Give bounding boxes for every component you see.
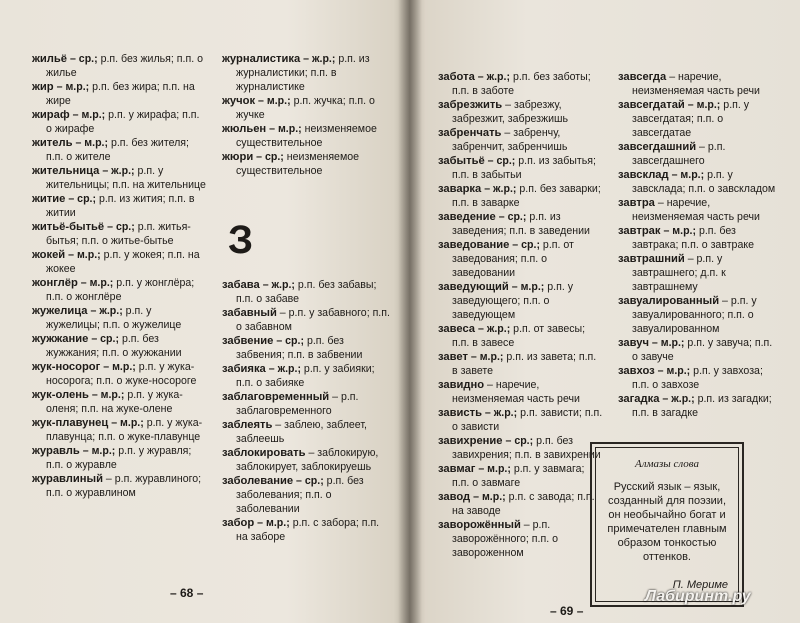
headword: завхоз [618,365,655,377]
grammar-label: – ж.р.; [477,71,510,83]
grammar-label: – м.р.; [663,225,697,237]
grammar-label: – ж.р.; [303,53,336,65]
grammar-label: – м.р.; [687,99,721,111]
dictionary-entry [438,490,604,518]
dictionary-entry [32,248,208,276]
headword: завет [438,351,468,363]
dictionary-entry [618,392,778,420]
dictionary-entry [438,238,604,280]
entry-forms: р.п. у жука-оленя; п.п. на жуке-олене [46,389,183,415]
headword: жонглёр [32,277,78,289]
entry-forms: – наречие, неизменяемая часть речи [452,379,580,405]
grammar-label: – ж.р.; [484,183,517,195]
dictionary-entry [32,304,208,332]
headword: завсегдатай [618,99,685,111]
dictionary-entry [222,94,392,122]
entry-forms: – наречие, неизменяемая часть речи [632,71,760,97]
headword: жираф [32,109,70,121]
headword: заблаговременный [222,391,330,403]
entry-forms: р.п. у забияки; п.п. о забияке [236,363,375,389]
headword: жюльен [222,123,267,135]
dictionary-entry [618,98,778,140]
grammar-label: – м.р.; [257,517,290,529]
grammar-label: – ж.р.; [477,323,511,335]
headword: загадка [618,393,660,405]
headword: завмаг [438,463,476,475]
headword: забияка [222,363,266,375]
headword: забвение [222,335,274,347]
entry-forms: р.п. у жирафа; п.п. о жирафе [46,109,200,135]
dictionary-entry [438,434,604,462]
grammar-label: – ж.р.; [484,407,518,419]
headword: журналистика [222,53,301,65]
entry-forms: р.п. из завета; п.п. в завете [452,351,597,377]
grammar-label: – ср.; [276,335,304,347]
entry-forms: р.п. из жития; п.п. в житии [46,193,195,219]
headword: жир [32,81,54,93]
quote-inner-frame [595,447,739,602]
dictionary-entry [438,462,604,490]
grammar-label: – ср.; [107,221,135,233]
grammar-label: – ср.; [512,239,540,251]
headword: забор [222,517,255,529]
dictionary-entry [222,390,392,418]
entry-forms: р.п. без жира; п.п. на жире [46,81,195,107]
grammar-label: – ср.; [505,435,534,447]
entry-forms: р.п. без жужжания; п.п. о жужжании [46,333,182,359]
dictionary-entry [438,154,604,182]
entry-forms: – забрезжу, забрезжит, забрезжишь [452,99,569,125]
entry-forms: р.п. без забавы; п.п. о забаве [236,279,377,305]
dictionary-entry [438,280,604,322]
dictionary-entry [32,388,208,416]
headword: жокей [32,249,66,261]
entry-forms: р.п. у жительницы; п.п. на жительнице [46,165,206,191]
headword: завтра [618,197,655,209]
headword: завсклад [618,169,669,181]
entry-forms: р.п. у завмага; п.п. о завмаге [452,463,585,489]
entry-forms: р.п. жучка; п.п. о жучке [236,95,375,121]
headword: заворожённый [438,519,521,531]
entry-forms: р.п. без забвения; п.п. в забвении [236,335,363,361]
dictionary-entry [32,472,208,500]
grammar-label: – м.р.; [657,365,691,377]
headword: забава [222,279,260,291]
headword: завсегдашний [618,141,697,153]
watermark: Лабиринт.ру [645,588,751,605]
dictionary-entry [438,378,604,406]
grammar-label: – м.р.; [72,109,106,121]
dictionary-entry [222,52,392,94]
grammar-label: – ср.; [69,53,98,65]
entry-forms: р.п. зависти; п.п. о зависти [452,407,603,433]
entry-forms: – заблокирую, заблокирует, заблокируешь [236,447,379,473]
right-column-2 [618,70,778,420]
headword: завтрашний [618,253,685,265]
grammar-label: – м.р.; [671,169,705,181]
entry-forms: – р.п. заблаговременного [236,391,359,417]
book-spine-shadow [398,0,422,623]
headword: завуч [618,337,649,349]
dictionary-entry [438,126,604,154]
left-column-2-top [222,52,392,178]
dictionary-entry [618,70,778,98]
quote-author: П. Мериме [672,579,728,591]
dictionary-entry [438,350,604,378]
entry-forms: – р.п. завсегдашнего [632,141,726,167]
entry-forms: неизменяемое существительное [236,123,377,149]
entry-forms: – р.п. у завуалированного; п.п. о завуалированном [632,295,757,335]
dictionary-entry [32,136,208,164]
dictionary-entry [438,322,604,350]
headword: заболевание [222,475,294,487]
dictionary-entry [32,80,208,108]
dictionary-entry [222,278,392,306]
headword: жук-олень [32,389,89,401]
entry-forms: р.п. у заведующего; п.п. о заведующем [452,281,574,321]
grammar-label: – ср.; [91,333,119,345]
headword: жужелица [32,305,88,317]
grammar-label: – м.р.; [473,491,506,503]
headword: журавль [32,445,80,457]
grammar-label: – ж.р.; [90,305,123,317]
page-number-right: – 69 – [550,604,584,618]
entry-forms: – забренчу, забренчит, забренчишь [452,127,568,153]
entry-forms: р.п. у завсегдатая; п.п. о завсегдатае [632,99,750,139]
entry-forms: р.п. у завуча; п.п. о завуче [632,337,773,363]
grammar-label: – ж.р.; [262,279,295,291]
grammar-label: – м.р.; [56,81,90,93]
grammar-label: – ср.; [487,155,516,167]
dictionary-entry [32,444,208,472]
dictionary-entry [618,364,778,392]
headword: заблокировать [222,447,306,459]
entry-forms: р.п. с забора; п.п. на заборе [236,517,380,543]
entry-forms: р.п. без заботы; п.п. в заботе [452,71,591,97]
entry-forms: – р.п. журавлиного; п.п. о журавлином [46,473,202,499]
dictionary-entry [222,516,392,544]
dictionary-entry [32,164,208,192]
headword: заведующий [438,281,509,293]
headword: житьё-бытьё [32,221,105,233]
grammar-label: – м.р.; [111,417,144,429]
dictionary-entry [438,210,604,238]
headword: заварка [438,183,482,195]
headword: завод [438,491,471,503]
headword: завеса [438,323,476,335]
entry-forms: р.п. из заведения; п.п. в заведении [452,211,590,237]
quote-title: Алмазы слова [634,458,700,470]
headword: завтрак [618,225,661,237]
entry-forms: р.п. из загадки; п.п. в загадке [632,393,772,419]
grammar-label: – м.р.; [82,445,116,457]
dictionary-entry [32,332,208,360]
headword: жительница [32,165,100,177]
headword: зависть [438,407,482,419]
dictionary-entry [222,150,392,178]
entry-forms: р.п. у жужелицы; п.п. о жужелице [46,305,182,331]
entry-forms: р.п. от завесы; п.п. в завесе [452,323,586,349]
entry-forms: р.п. без завтрака; п.п. о завтраке [632,225,754,251]
entry-forms: р.п. житья-бытья; п.п. о житье-бытье [46,221,191,247]
dictionary-entry [32,360,208,388]
headword: жюри [222,151,254,163]
dictionary-entry [222,446,392,474]
section-letter: З [228,218,254,262]
headword: завуалированный [618,295,720,307]
entry-forms: р.п. у завсклада; п.п. о завскладом [632,169,776,195]
entry-forms: р.п. у жука-плавунца; п.п. о жуке-плавунце [46,417,203,443]
dictionary-entry [32,276,208,304]
headword: забрезжить [438,99,503,111]
dictionary-entry [222,474,392,516]
entry-forms: – р.п. у забавного; п.п. о забавном [236,307,390,333]
headword: жильё [32,53,68,65]
grammar-label: – м.р.; [91,389,125,401]
dictionary-entry [438,98,604,126]
entry-forms: р.п. у завхоза; п.п. о завхозе [632,365,763,391]
dictionary-entry [618,336,778,364]
dictionary-entry [32,108,208,136]
headword: завихрение [438,435,503,447]
dictionary-entry [438,182,604,210]
entry-forms: – р.п. заворожённого; п.п. о завороженном [452,519,558,559]
dictionary-entry [618,168,778,196]
headword: забота [438,71,475,83]
entry-forms: р.п. из журналистики; п.п. в журналистике [236,53,370,93]
headword: житие [32,193,66,205]
dictionary-entry [222,334,392,362]
right-column-1 [438,70,604,560]
headword: жук-носорог [32,361,101,373]
entry-forms: р.п. с завода; п.п. на заводе [452,491,595,517]
dictionary-entry [618,252,778,294]
grammar-label: – ср.; [68,193,97,205]
right-page [410,0,800,623]
dictionary-entry [222,362,392,390]
quote-text: Русский язык – язык, созданный для поэзии, он необычайно богат и примечателен главным образом тонкостью оттенков. [607,481,727,563]
grammar-label: – ж.р.; [662,393,695,405]
grammar-label: – м.р.; [80,277,114,289]
dictionary-entry [438,406,604,434]
headword: жук-плавунец [32,417,109,429]
entry-forms: неизменяемое существительное [236,151,360,177]
dictionary-entry [438,70,604,98]
grammar-label: – ср.; [498,211,527,223]
entry-forms: р.п. у жокея; п.п. на жокее [46,249,200,275]
headword: заведование [438,239,510,251]
dictionary-entry [222,122,392,150]
grammar-label: – ср.; [256,151,284,163]
entry-forms: – наречие, неизменяемая часть речи [632,197,760,223]
grammar-label: – м.р.; [478,463,511,475]
dictionary-entry [618,196,778,224]
quote-box [590,442,744,607]
headword: журавлиный [32,473,103,485]
entry-forms: р.п. без заболевания; п.п. о заболевании [236,475,364,515]
grammar-label: – ж.р.; [268,363,301,375]
dictionary-entry [438,518,604,560]
headword: жучок [222,95,256,107]
headword: житель [32,137,73,149]
headword: заведение [438,211,496,223]
entry-forms: р.п. у журавля; п.п. о журавле [46,445,192,471]
grammar-label: – ж.р.; [102,165,135,177]
headword: заблеять [222,419,273,431]
entry-forms: – заблею, заблеет, заблеешь [236,419,367,445]
dictionary-entry [32,192,208,220]
entry-forms: – р.п. у завтрашнего; д.п. к завтрашнему [632,253,726,293]
dictionary-entry [618,140,778,168]
headword: завидно [438,379,485,391]
headword: забренчать [438,127,502,139]
dictionary-entry [32,220,208,248]
left-column-1 [32,52,208,500]
dictionary-entry [32,416,208,444]
grammar-label: – м.р.; [103,361,136,373]
grammar-label: – м.р.; [269,123,302,135]
dictionary-entry [222,306,392,334]
grammar-label: – м.р.; [258,95,291,107]
left-column-2-bottom [222,278,392,544]
grammar-label: – м.р.; [651,337,685,349]
grammar-label: – м.р.; [470,351,504,363]
headword: забытьё [438,155,485,167]
entry-forms: р.п. без заварки; п.п. в заварке [452,183,601,209]
dictionary-entry [32,52,208,80]
headword: завсегда [618,71,667,83]
dictionary-entry [618,224,778,252]
grammar-label: – м.р.; [511,281,545,293]
entry-forms: р.п. без завихрения; п.п. в завихрении [452,435,601,461]
entry-forms: р.п. из забытья; п.п. в забытьи [452,155,596,181]
entry-forms: р.п. от заведования; п.п. о заведовании [452,239,574,279]
headword: жужжание [32,333,89,345]
dictionary-entry [618,294,778,336]
grammar-label: – м.р.; [68,249,101,261]
entry-forms: р.п. без жителя; п.п. о жителе [46,137,189,163]
dictionary-entry [222,418,392,446]
grammar-label: – м.р.; [75,137,109,149]
entry-forms: р.п. у жонглёра; п.п. о жонглёре [46,277,195,303]
page-number-left: – 68 – [170,586,204,600]
headword: забавный [222,307,277,319]
entry-forms: р.п. без жилья; п.п. о жилье [46,53,203,79]
entry-forms: р.п. у жука-носорога; п.п. о жуке-носороге [46,361,197,387]
grammar-label: – ср.; [296,475,324,487]
